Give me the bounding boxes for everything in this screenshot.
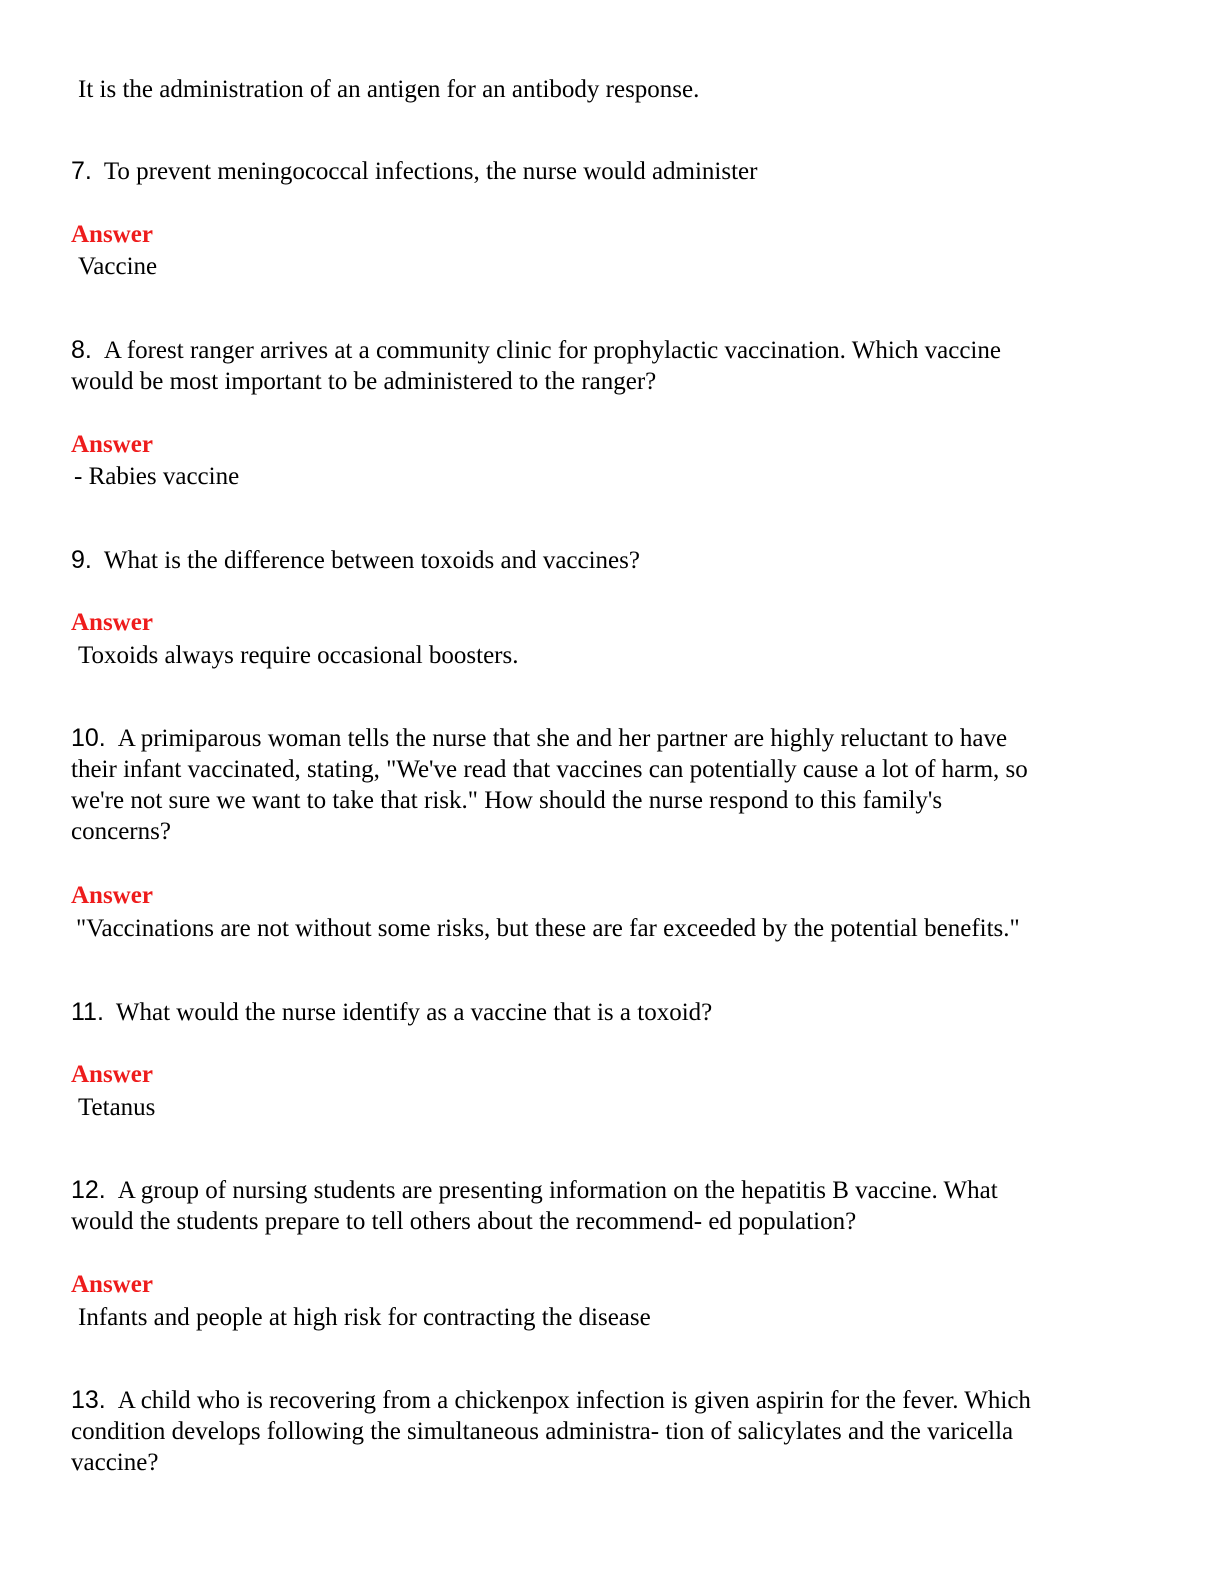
question-number: 11. <box>71 998 104 1026</box>
question-text: would the students prepare to tell others about the recommend- ed population? <box>71 1208 857 1235</box>
question-text: we're not sure we want to take that risk." How should the nurse respond to this family's <box>71 787 943 814</box>
question-9 <box>71 545 640 576</box>
answer-text: It is the administration of an antigen for an antibody response. <box>78 76 700 103</box>
answer-text: Toxoids always require occasional boosters. <box>78 642 519 669</box>
question-number: 12. <box>71 1176 106 1204</box>
answer-label: Answer <box>71 1061 153 1088</box>
question-text: vaccine? <box>71 1449 159 1476</box>
question-text: What would the nurse identify as a vaccine that is a toxoid? <box>115 999 713 1026</box>
answer-text: "Vaccinations are not without some risks, but these are far exceeded by the potential benefits." <box>76 915 1020 942</box>
question-number: 8. <box>71 336 92 364</box>
answer-text: - Rabies vaccine <box>74 463 240 490</box>
question-text: condition develops following the simultaneous administra- tion of salicylates and the varicella <box>71 1418 1014 1445</box>
question-number: 13. <box>71 1386 106 1414</box>
question-11 <box>71 997 712 1028</box>
question-12 <box>71 1175 998 1206</box>
question-text: would be most important to be administered to the ranger? <box>71 368 657 395</box>
answer-label: Answer <box>71 1271 153 1298</box>
question-text: A child who is recovering from a chickenpox infection is given aspirin for the fever. Which <box>117 1387 1031 1414</box>
question-13 <box>71 1385 1031 1416</box>
question-text: What is the difference between toxoids and vaccines? <box>103 547 640 574</box>
question-7 <box>71 156 757 187</box>
answer-text: Vaccine <box>78 253 158 280</box>
answer-label: Answer <box>71 221 153 248</box>
answer-label: Answer <box>71 609 153 636</box>
question-text: A primiparous woman tells the nurse that she and her partner are highly reluctant to have <box>117 725 1008 752</box>
question-text: A forest ranger arrives at a community clinic for prophylactic vaccination. Which vaccine <box>103 337 1001 364</box>
question-text: To prevent meningococcal infections, the nurse would administer <box>103 158 758 185</box>
answer-label: Answer <box>71 882 153 909</box>
answer-text: Infants and people at high risk for contracting the disease <box>78 1304 651 1331</box>
question-text: their infant vaccinated, stating, "We've read that vaccines can potentially cause a lot of harm, so <box>71 756 1028 783</box>
question-number: 9. <box>71 546 92 574</box>
answer-text: Tetanus <box>78 1094 156 1121</box>
question-number: 7. <box>71 157 92 185</box>
question-text: concerns? <box>71 818 171 845</box>
answer-label: Answer <box>71 431 153 458</box>
question-10 <box>71 723 1007 754</box>
question-number: 10. <box>71 724 106 752</box>
question-text: A group of nursing students are presenting information on the hepatitis B vaccine. What <box>117 1177 998 1204</box>
question-8 <box>71 335 1001 366</box>
